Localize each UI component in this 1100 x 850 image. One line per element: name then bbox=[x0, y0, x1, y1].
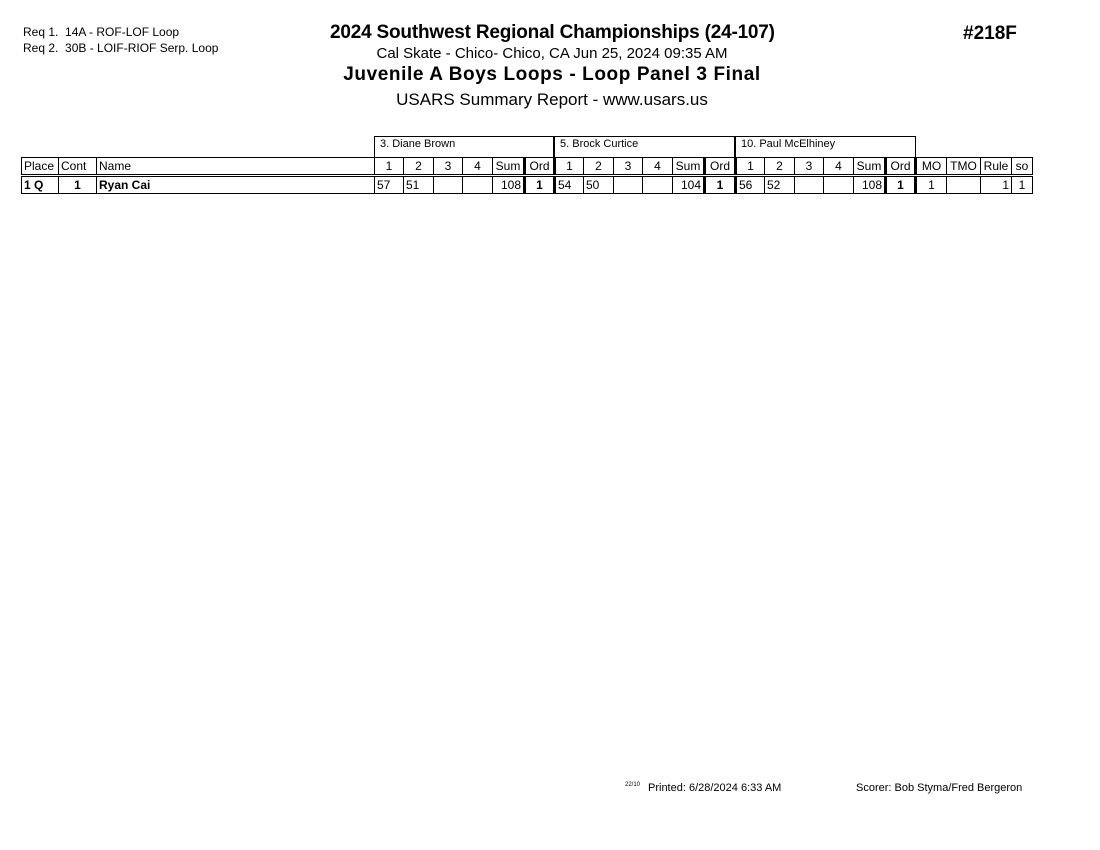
col-judge1-1: 1 bbox=[375, 158, 404, 176]
cell-judge2-score4 bbox=[643, 176, 673, 194]
col-judge2-3: 3 bbox=[614, 158, 643, 176]
cell-judge2-ord: 1 bbox=[705, 176, 736, 194]
col-judge3-ord: Ord bbox=[886, 158, 916, 176]
judge-header-2: 5. Brock Curtice bbox=[554, 136, 735, 157]
cell-judge3-score4 bbox=[824, 176, 854, 194]
cell-tmo bbox=[947, 176, 981, 194]
col-name: Name bbox=[97, 158, 375, 176]
cell-judge3-score3 bbox=[795, 176, 824, 194]
col-judge1-4: 4 bbox=[463, 158, 493, 176]
col-judge1-3: 3 bbox=[434, 158, 463, 176]
requirement-1-text: 14A - ROF-LOF Loop bbox=[65, 25, 180, 39]
cell-judge1-score2: 51 bbox=[404, 176, 434, 194]
cell-judge2-score1: 54 bbox=[555, 176, 584, 194]
cell-judge1-score4 bbox=[463, 176, 493, 194]
venue-date: Cal Skate - Chico- Chico, CA Jun 25, 2024 09:35 AM bbox=[376, 45, 728, 62]
col-judge3-1: 1 bbox=[736, 158, 765, 176]
cell-judge2-sum: 104 bbox=[673, 176, 705, 194]
cell-judge3-score1: 56 bbox=[736, 176, 765, 194]
col-judge3-4: 4 bbox=[824, 158, 854, 176]
col-judge1-ord: Ord bbox=[525, 158, 555, 176]
competition-title: 2024 Southwest Regional Championships (24-107) bbox=[330, 22, 775, 43]
cell-mo: 1 bbox=[916, 176, 947, 194]
col-judge2-sum: Sum bbox=[673, 158, 705, 176]
col-judge3-sum: Sum bbox=[854, 158, 886, 176]
col-so: so bbox=[1012, 158, 1033, 176]
col-rule: Rule bbox=[981, 158, 1012, 176]
cell-judge1-sum: 108 bbox=[493, 176, 525, 194]
cell-judge1-ord: 1 bbox=[525, 176, 555, 194]
requirement-2 bbox=[23, 41, 218, 56]
cell-cont: 1 bbox=[59, 176, 97, 194]
col-judge1-sum: Sum bbox=[493, 158, 525, 176]
cell-judge3-score2: 52 bbox=[765, 176, 795, 194]
scores-table bbox=[21, 157, 1033, 194]
printed-timestamp: Printed: 6/28/2024 6:33 AM bbox=[648, 782, 782, 794]
report-subtitle: USARS Summary Report - www.usars.us bbox=[396, 90, 708, 109]
col-tmo: TMO bbox=[947, 158, 981, 176]
event-number: #218F bbox=[963, 23, 1017, 44]
table-header-row bbox=[22, 158, 1033, 176]
cell-judge1-score3 bbox=[434, 176, 463, 194]
col-judge2-1: 1 bbox=[555, 158, 584, 176]
cell-judge1-score1: 57 bbox=[375, 176, 404, 194]
requirement-1 bbox=[23, 25, 179, 40]
scorer-info: Scorer: Bob Styma/Fred Bergeron bbox=[856, 782, 1023, 794]
col-judge2-ord: Ord bbox=[705, 158, 736, 176]
cell-judge3-ord: 1 bbox=[886, 176, 916, 194]
cell-judge2-score3 bbox=[614, 176, 643, 194]
event-title: Juvenile A Boys Loops - Loop Panel 3 Final bbox=[343, 64, 761, 85]
cell-judge3-sum: 108 bbox=[854, 176, 886, 194]
cell-place: 1 Q bbox=[22, 176, 59, 194]
requirement-1-num: Req 1. bbox=[23, 25, 59, 39]
col-judge1-2: 2 bbox=[404, 158, 434, 176]
cell-judge2-score2: 50 bbox=[584, 176, 614, 194]
requirement-2-num: Req 2. bbox=[23, 41, 59, 55]
requirement-2-text: 30B - LOIF-RIOF Serp. Loop bbox=[65, 41, 219, 55]
col-judge3-2: 2 bbox=[765, 158, 795, 176]
col-judge2-2: 2 bbox=[584, 158, 614, 176]
judge-header-1: 3. Diane Brown bbox=[374, 136, 554, 157]
judge-header-3: 10. Paul McElhiney bbox=[735, 136, 916, 157]
col-mo: MO bbox=[916, 158, 947, 176]
cell-name: Ryan Cai bbox=[97, 176, 375, 194]
col-judge3-3: 3 bbox=[795, 158, 824, 176]
col-place: Place bbox=[22, 158, 59, 176]
cell-rule: 1 bbox=[981, 176, 1012, 194]
col-judge2-4: 4 bbox=[643, 158, 673, 176]
col-cont: Cont bbox=[59, 158, 97, 176]
cell-so: 1 bbox=[1012, 176, 1033, 194]
footer-page-code: 22/10 bbox=[625, 782, 641, 788]
table-row bbox=[22, 176, 1033, 194]
